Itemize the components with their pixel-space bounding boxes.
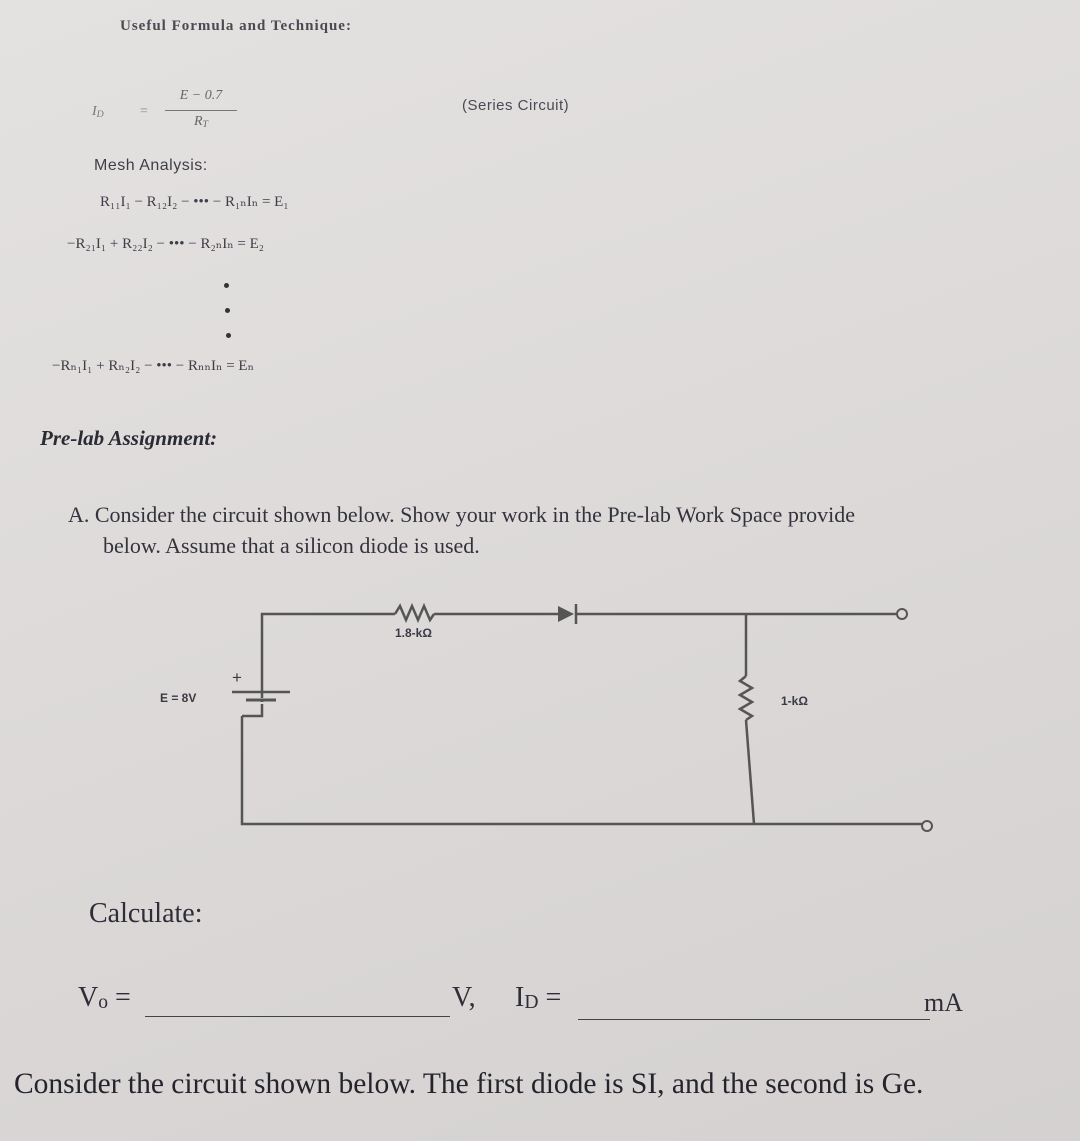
- mesh-title: Mesh Analysis:: [94, 157, 208, 174]
- top-left-wire: [262, 614, 395, 698]
- series-resistor-symbol: [395, 606, 434, 620]
- left-wire: [242, 704, 262, 716]
- volts-unit: V,: [452, 982, 476, 1013]
- diode-symbol: [558, 606, 574, 622]
- calculate-label: Calculate:: [89, 898, 203, 929]
- source-polarity: +: [232, 668, 242, 687]
- series-resistor-label: 1.8-kΩ: [395, 626, 432, 640]
- vo-subscript: o: [98, 992, 109, 1013]
- vo-equals: =: [115, 982, 131, 1013]
- next-question-text: Consider the circuit shown below. The first diode is SI, and the second is Ge.: [14, 1068, 924, 1100]
- prelab-heading: Pre-lab Assignment:: [40, 426, 218, 450]
- id-answer-blank[interactable]: [578, 1019, 930, 1020]
- rt-symbol: R: [193, 114, 203, 129]
- output-terminal-top: [897, 609, 907, 619]
- vo-answer-blank[interactable]: [145, 1016, 450, 1017]
- question-a-line-1: A. Consider the circuit shown below. Show your work in the Pre-lab Work Space provide: [68, 502, 856, 527]
- question-a-line-2: below. Assume that a silicon diode is used.: [103, 533, 480, 558]
- fraction-bar: [165, 110, 237, 111]
- mesh-equation-1: R₁₁I₁ − R₁₂I₂ − ••• − R₁ₙIₙ = E₁: [100, 194, 289, 210]
- id-label: [515, 982, 561, 1014]
- id-equals: =: [545, 982, 562, 1013]
- ellipsis-dot: [224, 283, 229, 288]
- id-subscript-answer: D: [524, 992, 539, 1013]
- diode-current-lhs: [92, 104, 104, 120]
- vo-symbol: V: [78, 982, 99, 1013]
- mesh-equation-n: −Rₙ₁I₁ + Rₙ₂I₂ − ••• − RₙₙIₙ = Eₙ: [52, 358, 255, 374]
- source-label: E = 8V: [160, 691, 197, 705]
- ellipsis-dot: [225, 308, 230, 313]
- fraction-numerator: E − 0.7: [179, 88, 223, 103]
- load-bottom-wire: [746, 720, 754, 824]
- id-symbol-answer: I: [515, 982, 525, 1013]
- bottom-wire: [242, 716, 922, 824]
- diode-current-equals: =: [140, 104, 148, 119]
- id-subscript: D: [96, 109, 104, 120]
- load-resistor-symbol: [740, 676, 752, 720]
- fraction-denominator: [165, 114, 237, 130]
- rt-subscript: T: [202, 119, 208, 130]
- formula-heading: Useful Formula and Technique:: [120, 18, 352, 34]
- id-symbol: I: [92, 104, 97, 119]
- vo-label: [78, 982, 131, 1014]
- circuit-diagram: [0, 590, 1080, 850]
- series-circuit-note: (Series Circuit): [462, 97, 570, 114]
- mesh-equation-2: −R₂₁I₁ + R₂₂I₂ − ••• − R₂ₙIₙ = E₂: [67, 236, 265, 252]
- load-resistor-label: 1-kΩ: [781, 694, 808, 708]
- milliamp-unit: mA: [924, 988, 963, 1017]
- ellipsis-dot: [226, 333, 231, 338]
- output-terminal-bottom: [922, 821, 932, 831]
